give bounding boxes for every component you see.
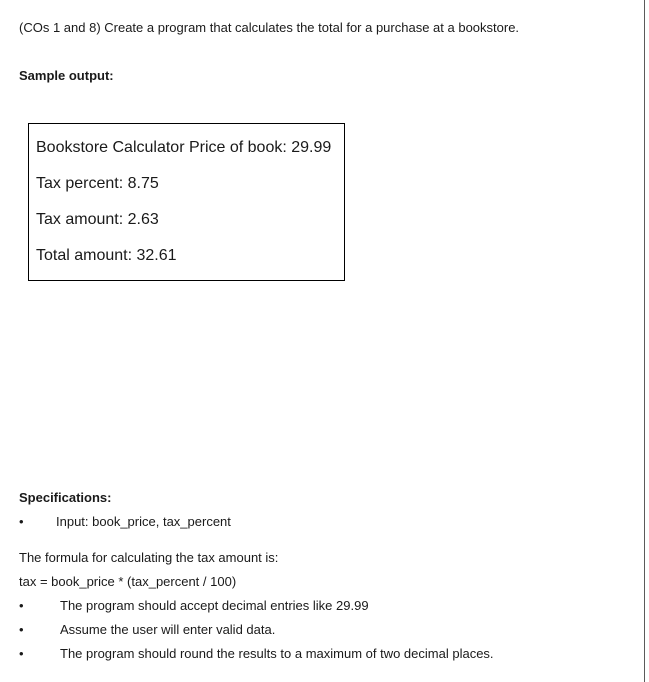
bullet-icon: • [19,622,24,637]
sample-output-line: Tax percent: 8.75 [36,175,159,192]
requirement-item: Assume the user will enter valid data. [60,622,276,637]
sample-output-line: Tax amount: 2.63 [36,211,159,228]
sample-output-line: Total amount: 32.61 [36,247,177,264]
bullet-icon: • [19,514,24,529]
bullet-icon: • [19,646,24,661]
specifications-heading: Specifications: [19,490,112,505]
requirement-item: The program should round the results to a maximum of two decimal places. [60,646,494,661]
sample-output-line: Bookstore Calculator Price of book: 29.99 [36,139,332,156]
sample-output-box [28,123,345,281]
requirement-item: The program should accept decimal entries like 29.99 [60,598,369,613]
sample-output-heading: Sample output: [19,68,114,83]
bullet-icon: • [19,598,24,613]
spec-input-item: Input: book_price, tax_percent [56,514,231,529]
page-right-edge [644,0,645,682]
formula-text: tax = book_price * (tax_percent / 100) [19,574,237,589]
intro-text: (COs 1 and 8) Create a program that calculates the total for a purchase at a bookstore. [19,20,520,35]
formula-intro: The formula for calculating the tax amount is: [19,550,279,565]
